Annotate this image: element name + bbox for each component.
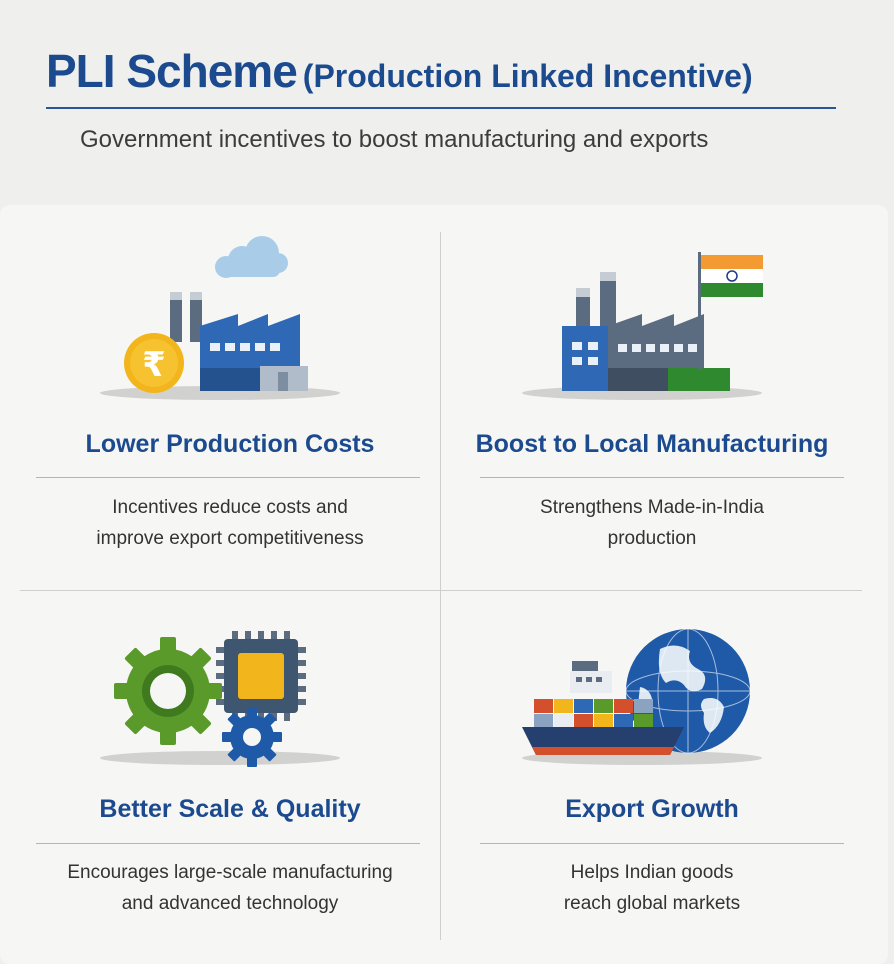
card-description (442, 492, 862, 554)
desc-line-1: Strengthens Made-in-India (540, 497, 764, 518)
desc-line-2: reach global markets (563, 893, 741, 914)
page-subtitle: Government incentives to boost manufacturing and exports (80, 126, 709, 153)
factory-rupee-coin-icon (20, 230, 440, 390)
card-title: Lower Production Costs (85, 430, 375, 458)
header (0, 0, 894, 200)
desc-line-1: Encourages large-scale manufacturing (67, 862, 393, 883)
desc-line-1: Helps Indian goods (570, 862, 734, 883)
card-title: Boost to Local Manufacturing (475, 430, 829, 458)
card-description (442, 857, 862, 919)
title-divider (46, 107, 836, 109)
title-sub: (Production Linked Incentive) (302, 58, 753, 94)
card-title: Export Growth (565, 795, 739, 823)
horizontal-divider (20, 590, 862, 591)
card-description (20, 492, 440, 554)
gears-chip-icon (20, 595, 440, 755)
card-title-rule (480, 477, 844, 478)
desc-line-2: production (607, 528, 697, 549)
card-title: Better Scale & Quality (99, 795, 361, 823)
cargo-ship-globe-icon (442, 595, 862, 755)
desc-line-1: Incentives reduce costs and (112, 497, 348, 518)
desc-line-2: improve export competitiveness (96, 528, 364, 549)
card-title-rule (36, 843, 420, 844)
page-title (46, 44, 753, 98)
rupee-symbol: ₹ (142, 345, 166, 385)
title-main: PLI Scheme (46, 45, 297, 97)
factory-india-flag-icon (442, 230, 862, 390)
vertical-divider (440, 232, 441, 940)
card-title-rule (480, 843, 844, 844)
card-title-rule (36, 477, 420, 478)
card-description (20, 857, 440, 919)
desc-line-2: and advanced technology (121, 893, 339, 914)
